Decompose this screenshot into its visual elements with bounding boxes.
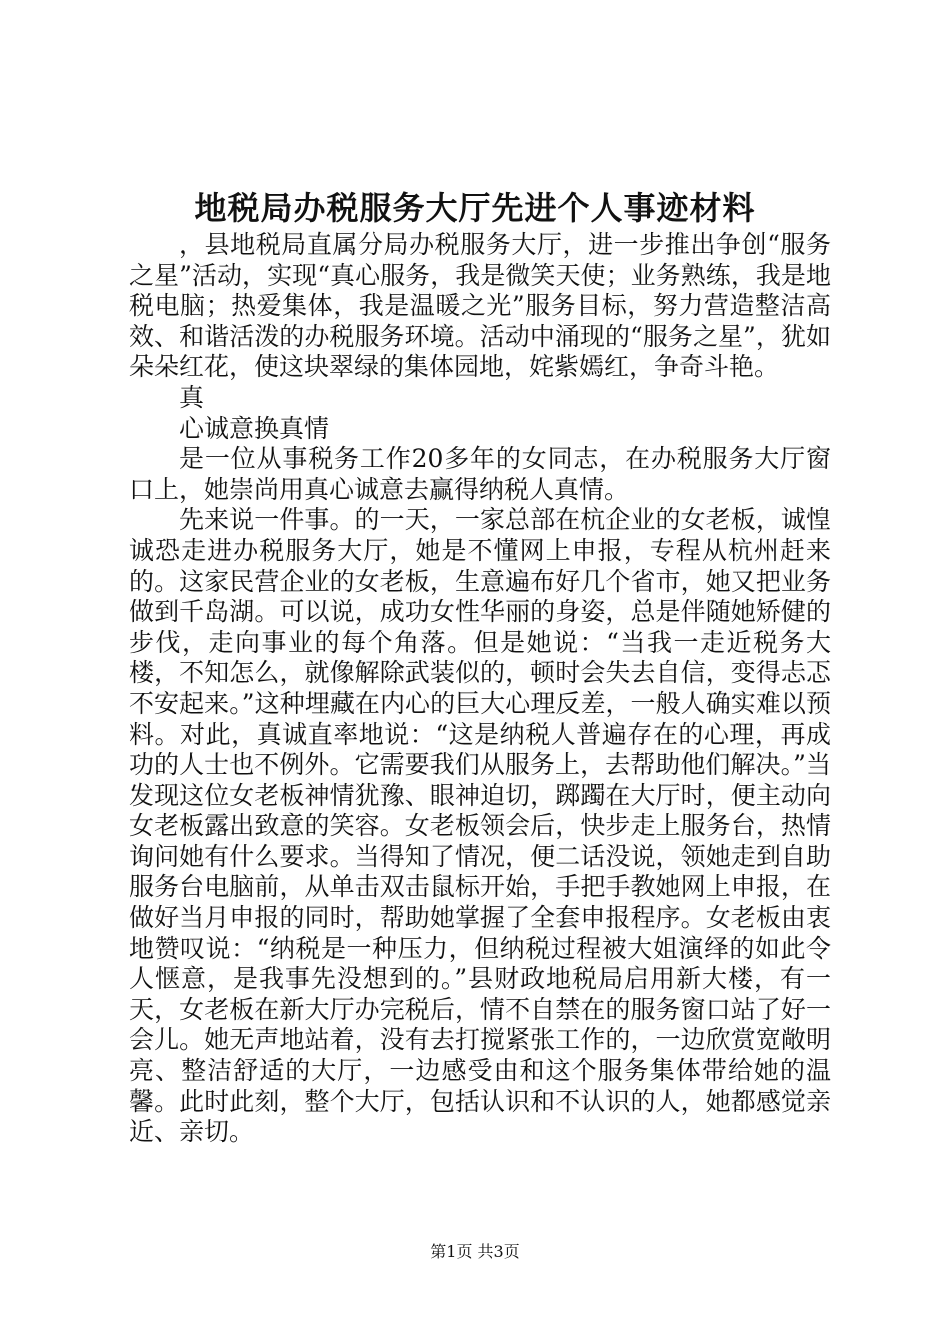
paragraph-profile: 是一位从事税务工作20多年的女同志，在办税服务大厅窗口上，她崇尚用真心诚意去赢得纳税人真情。 [129,444,831,504]
document-title: 地税局办税服务大厅先进个人事迹材料 [194,189,756,227]
paragraph-heading-part2: 心诚意换真情 [179,413,330,443]
paragraph-story: 先来说一件事。的一天，一家总部在杭企业的女老板，诚惶诚恐走进办税服务大厅，她是不懂网上申报，专程从杭州赶来的。这家民营企业的女老板，生意遍布好几个省市，她又把业务做到千岛湖。可以说，成功女性华丽的身姿，总是伴随她矫健的步伐，走向事业的每个角落。但是她说：“当我一走近税务大楼，不知怎么，就像解除武装似的，顿时会失去自信，变得忐忑不安起来。”这种埋藏在内心的巨大心理反差，一般人确实难以预料。对此，真诚直率地说：“这是纳税人普遍存在的心理，再成功的人士也不例外。它需要我们从服务上，去帮助他们解决。”当发现这位女老板神情犹豫、眼神迫切，踯躅在大厅时，便主动向女老板露出致意的笑容。女老板领会后，快步走上服务台，热情询问她有什么要求。当得知了情况，便二话没说，领她走到自助服务台电脑前，从单击双击鼠标开始，手把手教她网上申报，在做好当月申报的同时，帮助她掌握了全套申报程序。女老板由衷地赞叹说：“纳税是一种压力，但纳税过程被大姐演绎的如此令人惬意，是我事先没想到的。”县财政地税局启用新大楼，有一天，女老板在新大厅办完税后，情不自禁在的服务窗口站了好一会儿。她无声地站着，没有去打搅紧张工作的，一边欣赏宽敞明亮、整洁舒适的大厅，一边感受由和这个服务集体带给她的温馨。此时此刻，整个大厅，包括认识和不认识的人，她都感觉亲近、亲切。 [129,505,831,1147]
paragraph-intro: ，县地税局直属分局办税服务大厅，进一步推出争创“服务之星”活动，实现“真心服务，我是微笑天使；业务熟练，我是地税电脑；热爱集体，我是温暖之光”服务目标，努力营造整洁高效、和谐活泼的办税服务环境。活动中涌现的“服务之星”，犹如朵朵红花，使这块翠绿的集体园地，姹紫嫣红，争奇斗艳。 [129,230,831,382]
paragraph-heading-part1: 真 [179,382,205,412]
page-number: 第1页 共3页 [430,1242,520,1261]
document-body [129,230,831,1148]
